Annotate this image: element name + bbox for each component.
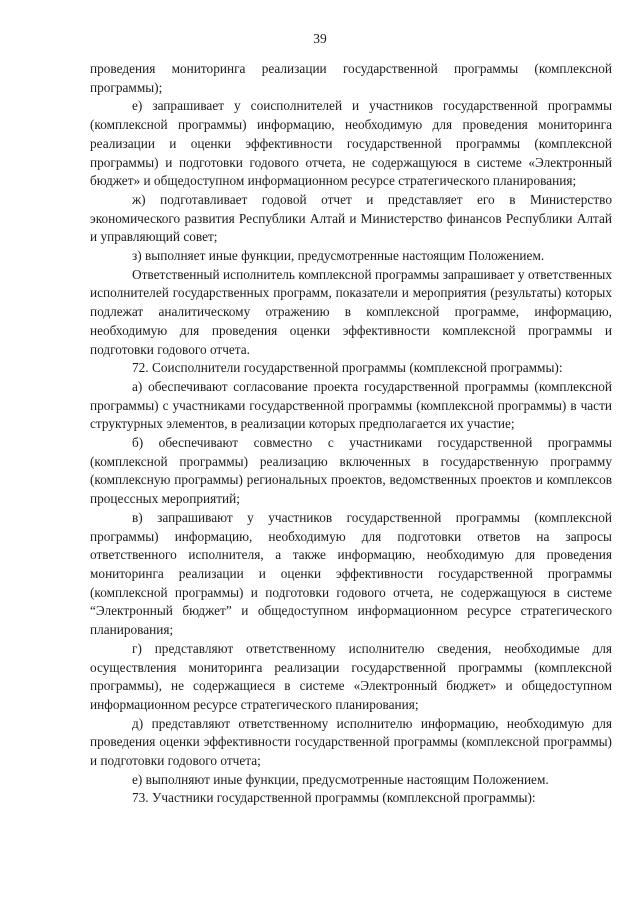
page-number: 39 [313,31,327,46]
document-body [90,60,612,808]
paragraph-complex-program: Ответственный исполнитель комплексной программы запрашивает у ответственных исполнителей государственных программ, показатели и мероприятия (результаты) которых подлежат аналитическому отражению в комплексной программе, информацию, необходимую для проведения оценки эффективности комплексной программы и подготовки годового отчета. [90,266,612,357]
paragraph-72-d: д) представляют ответственному исполнителю информацию, необходимую для проведения оценки эффективности государственной программы (комплексной программы) и подготовки годового отчета; [90,715,612,769]
paragraph-72: 72. Соисполнители государственной программы (комплексной программы): [132,360,563,376]
paragraph-72-v: в) запрашивают у участников государственной программы (комплексной программы) информацию, необходимую для подготовки ответов на запросы ответственного исполнителя, а также информацию, необходимую для проведения мониторинга реализации и оценки эффективности государственной программы (комплексной программы) и подготовки годового отчета, не содержащуюся в системе “Электронный бюджет” и общедоступном информационном ресурсе стратегического планирования; [90,509,612,638]
paragraph-item-e: е) запрашивает у соисполнителей и участников государственной программы (комплексной программы) информацию, необходимую для проведения мониторинга реализации и оценки эффективности государственной программы (комплексной программы) и подготовки годового отчета, не содержащуюся в системе «Электронный бюджет» и общедоступном информационном ресурсе стратегического планирования; [90,98,612,189]
paragraph-72-a: а) обеспечивают согласование проекта государственной программы (комплексной программы) с участниками государственной программы (комплексной программы) в части структурных элементов, в реализации которых предполагается их участие; [90,378,612,432]
paragraph-72-g: г) представляют ответственному исполнителю сведения, необходимые для осуществления мониторинга реализации государственной программы (комплексной программы), не содержащиеся в системе «Электронный бюджет» и общедоступном информационном ресурсе стратегического планирования; [90,640,612,712]
paragraph-item-z: з) выполняет иные функции, предусмотренные настоящим Положением. [132,248,545,264]
paragraph-72-b: б) обеспечивают совместно с участниками государственной программы (комплексной программы) реализацию включенных в государственную программу (комплексную программы) региональных проектов, ведомственных проектов и комплексов процессных мероприятий; [90,435,612,507]
paragraph-continuation: проведения мониторинга реализации государственной программы (комплексной программы); [90,61,612,95]
paragraph-73: 73. Участники государственной программы (комплексной программы): [132,790,536,806]
paragraph-72-e: е) выполняют иные функции, предусмотренные настоящим Положением. [132,771,549,787]
paragraph-item-zh: ж) подготавливает годовой отчет и представляет его в Министерство экономического развития Республики Алтай и Министерство финансов Республики Алтай и управляющий совет; [90,191,612,245]
